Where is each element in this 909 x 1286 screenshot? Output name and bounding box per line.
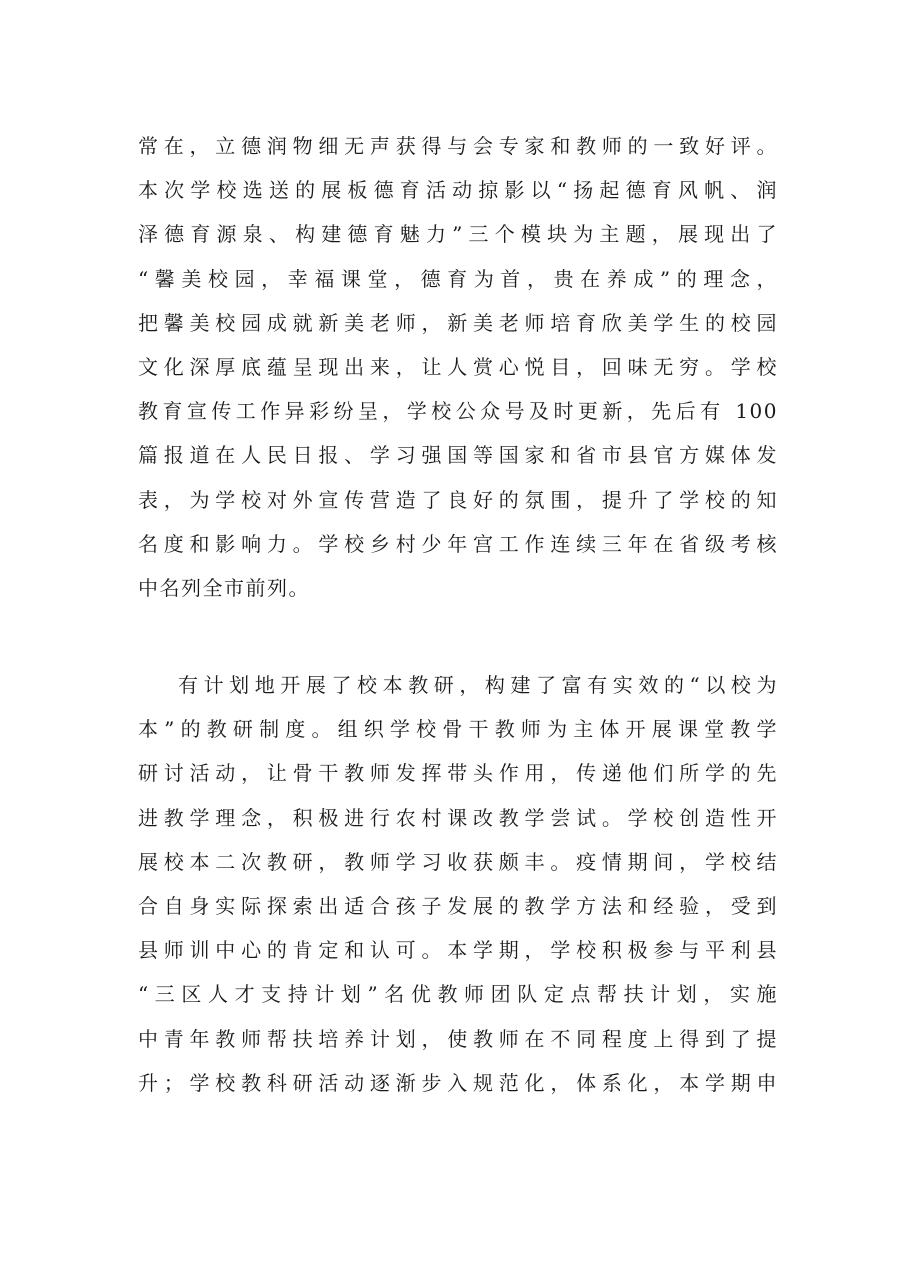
paragraph-1-line: 把馨美校园成就新美老师，新美老师培育欣美学生的校园 [138,310,778,335]
paragraph-2-line: 合自身实际探索出适合孩子发展的教学方法和经验，受到 [138,893,778,918]
paragraph-1-line: “馨美校园，幸福课堂，德育为首，贵在养成”的理念， [138,266,778,291]
paragraph-2-line: 进教学理念，积极进行农村课改教学尝试。学校创造性开 [138,805,778,830]
paragraph-2-line: 中青年教师帮扶培养计划，使教师在不同程度上得到了提 [138,1026,778,1051]
paragraph-1-line: 篇报道在人民日报、学习强国等国家和省市县官方媒体发 [138,443,778,468]
paragraph-1-line: 常在，立德润物细无声获得与会专家和教师的一致好评。 [138,134,778,158]
paragraph-1-line: 名度和影响力。学校乡村少年宫工作连续三年在省级考核 [138,531,778,556]
paragraph-1-line: 中名列全市前列。 [138,575,310,600]
paragraph-1 [138,124,778,610]
paragraph-2-line: 本”的教研制度。组织学校骨干教师为主体开展课堂教学 [138,717,778,742]
paragraph-2-line: 县师训中心的肯定和认可。本学期，学校积极参与平利县 [138,938,778,963]
paragraph-2-line: 研讨活动，让骨干教师发挥带头作用，传递他们所学的先 [138,761,778,786]
paragraph-1-line: 本次学校选送的展板德育活动掠影以“扬起德育风帆、润 [138,178,778,203]
paragraph-2-line: 展校本二次教研，教师学习收获颇丰。疫情期间，学校结 [138,849,778,874]
paragraph-2-line: “三区人才支持计划”名优教师团队定点帮扶计划，实施 [138,982,778,1007]
paragraph-1-line: 泽德育源泉、构建德育魅力”三个模块为主题，展现出了 [138,222,778,247]
paragraph-2-line: 有计划地开展了校本教研，构建了富有实效的“以校为 [178,673,778,697]
paragraph-1-line: 文化深厚底蕴呈现出来，让人赏心悦目，回味无穷。学校 [138,354,778,379]
paragraph-2-line: 升；学校教科研活动逐渐步入规范化，体系化，本学期申 [138,1070,778,1095]
paragraph-1-line: 教育宣传工作异彩纷呈，学校公众号及时更新，先后有 100 [138,399,778,424]
paragraph-1-line: 表，为学校对外宣传营造了良好的氛围，提升了学校的知 [138,487,778,512]
paragraph-2 [138,663,778,1105]
